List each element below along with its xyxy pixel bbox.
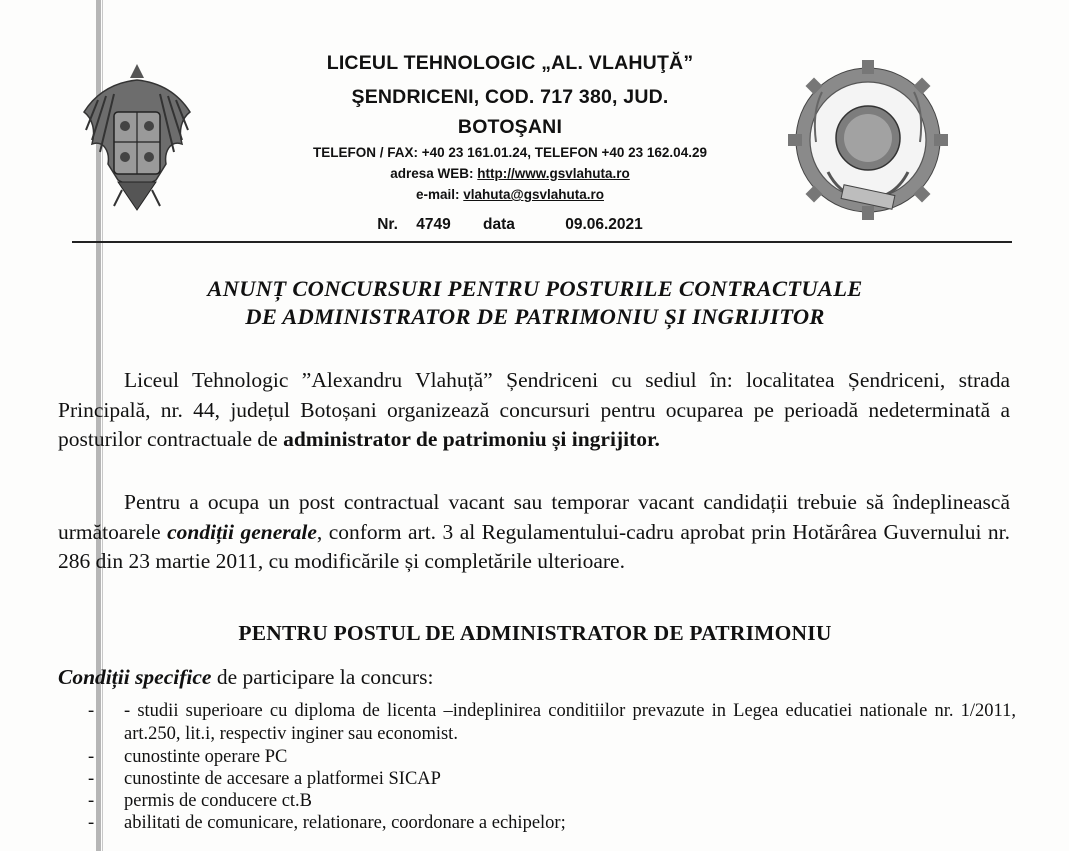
announcement-title-line1: ANUNȚ CONCURSURI PENTRU POSTURILE CONTRACTUALE	[207, 276, 863, 301]
requirement-text: cunostinte de accesare a platformei SICAP	[124, 769, 441, 789]
email-link[interactable]: vlahuta@gsvlahuta.ro	[463, 187, 604, 202]
requirement-text: permis de conducere ct.B	[124, 791, 313, 811]
specific-conditions-intro	[58, 665, 434, 690]
requirements-list	[86, 700, 1016, 834]
list-item	[86, 812, 1016, 834]
registration-line	[220, 216, 800, 234]
section-heading: PENTRU POSTUL DE ADMINISTRATOR DE PATRIMONIU	[238, 621, 832, 645]
school-county: BOTOŞANI	[457, 116, 563, 138]
date-label: data	[483, 216, 515, 233]
specific-conditions-emphasis: Condiții specifice	[58, 665, 212, 689]
header-rule	[72, 241, 1012, 243]
list-item	[86, 746, 1016, 768]
list-item	[86, 790, 1016, 812]
general-conditions-text-after: , conform art. 3 al Regulamentului-cadru aprobat prin Hotărârea Guvernului nr. 286 din 23 martie 2011, cu modificările și completările ulterioare.	[58, 519, 1010, 573]
general-conditions-paragraph	[58, 488, 1010, 577]
list-dash: -	[88, 769, 95, 789]
school-seal-icon	[768, 52, 968, 228]
list-item	[86, 700, 1016, 746]
intro-paragraph	[58, 366, 1010, 455]
positions-bold: administrator de patrimoniu și ingrijitor.	[283, 427, 660, 451]
list-item	[86, 768, 1016, 790]
general-conditions-emphasis: condiții generale	[167, 519, 317, 544]
school-address: ŞENDRICENI, COD. 717 380, JUD.	[351, 86, 669, 108]
general-conditions-text-before: Pentru a ocupa un post contractual vacant sau temporar vacant candidații trebuie să îndeplinească următoarele	[58, 490, 1010, 544]
email-line	[220, 187, 800, 202]
web-link[interactable]: http://www.gsvlahuta.ro	[477, 166, 630, 181]
school-name: LICEUL TEHNOLOGIC „AL. VLAHUŢĂ”	[326, 52, 694, 74]
intro-text: Liceul Tehnologic ”Alexandru Vlahuță” Șendriceni cu sediul în: localitatea Șendriceni, strada Principală, nr. 44, județul Botoșani organizează concursuri pentru ocuparea pe perioadă nedeterminată a posturilor contractuale de	[58, 368, 1010, 451]
requirement-text: abilitati de comunicare, relationare, coordonare a echipelor;	[124, 813, 566, 833]
romanian-coat-of-arms-icon	[78, 60, 196, 220]
list-dash: -	[88, 747, 95, 767]
nr-value: 4749	[416, 216, 451, 233]
specific-conditions-rest: de participare la concurs:	[211, 665, 434, 689]
list-dash: -	[88, 813, 95, 833]
phone-fax: TELEFON / FAX: +40 23 161.01.24, TELEFON +40 23 162.04.29	[313, 145, 707, 160]
announcement-title-line2: DE ADMINISTRATOR DE PATRIMONIU ȘI INGRIJITOR	[245, 304, 825, 329]
list-dash: -	[88, 791, 95, 811]
requirement-text: cunostinte operare PC	[124, 747, 288, 767]
list-dash: -	[88, 701, 95, 721]
email-label: e-mail:	[416, 187, 460, 202]
date-value: 09.06.2021	[565, 216, 643, 233]
web-line	[220, 166, 800, 181]
requirement-text: - studii superioare cu diploma de licenta –indeplinirea conditiilor prevazute in Legea educatiei nationale nr. 1/2011, art.250, lit.i, respectiv inginer sau economist.	[124, 701, 1016, 744]
nr-label: Nr.	[377, 216, 398, 233]
web-label: adresa WEB:	[390, 166, 474, 181]
